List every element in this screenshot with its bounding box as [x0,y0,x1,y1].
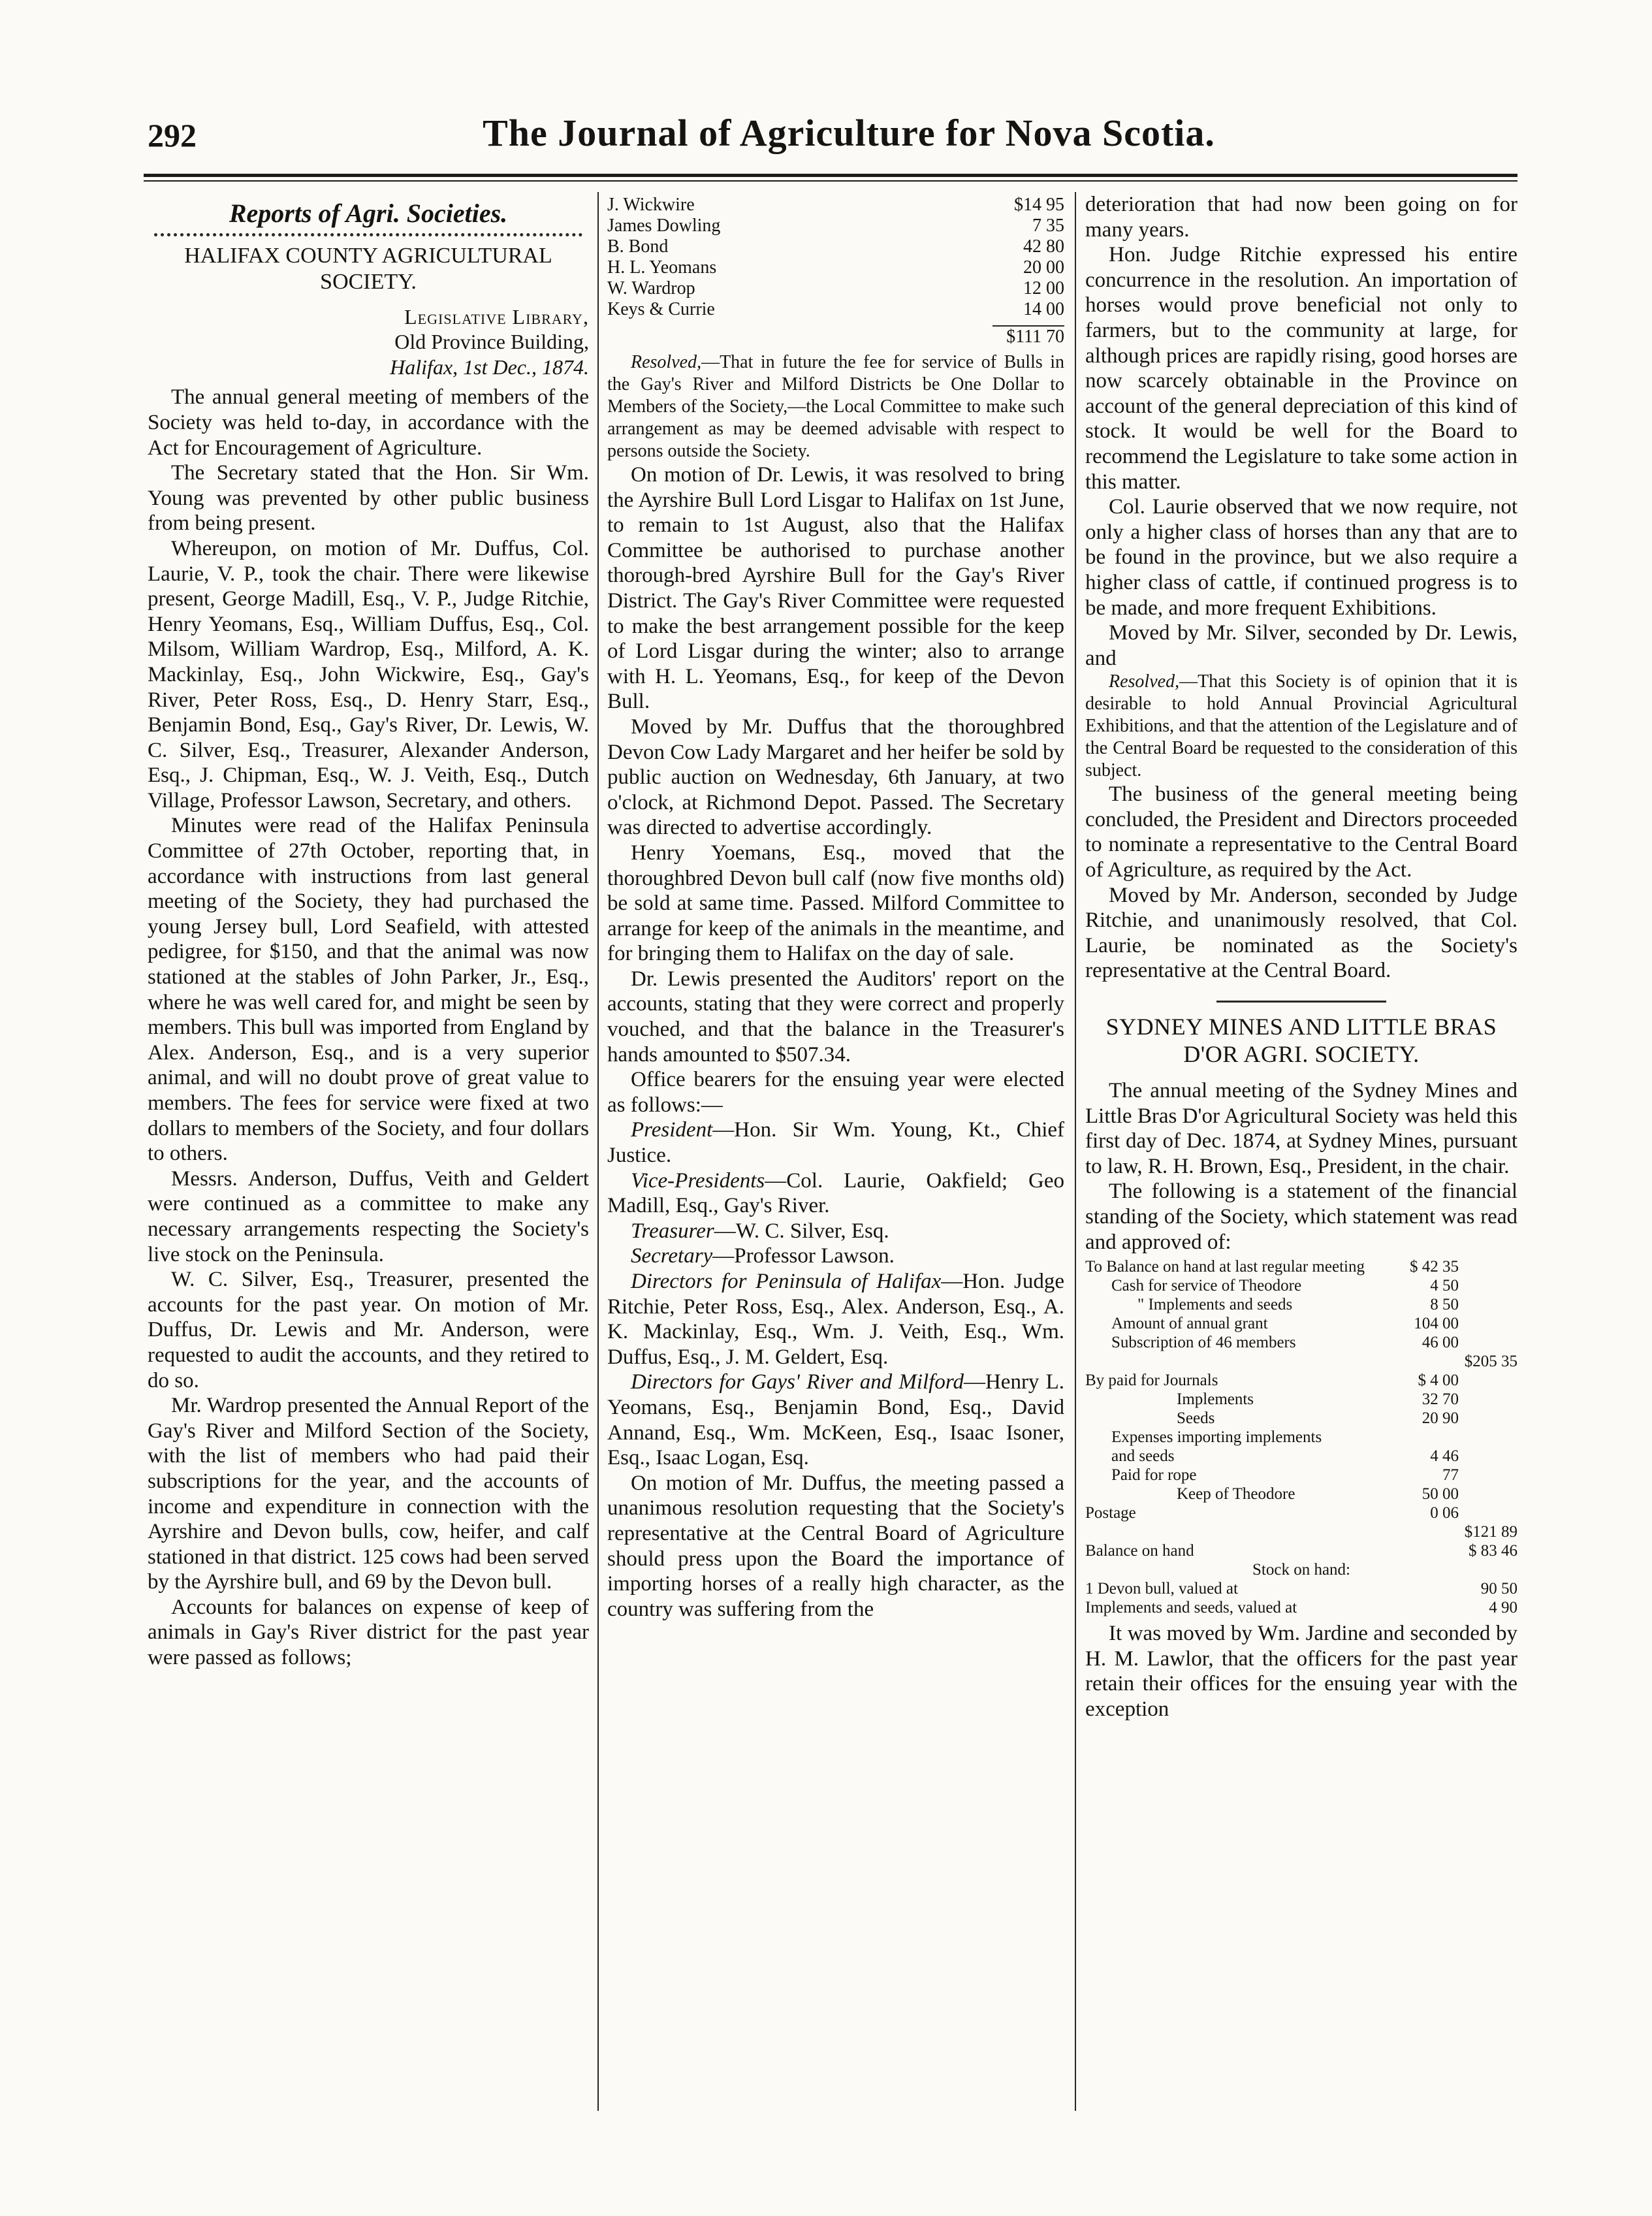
statement-label: Subscription of 46 members [1111,1334,1296,1352]
statement-label: Keep of Theodore [1177,1485,1295,1503]
officer-entry [607,1370,1064,1470]
statement-label: Cash for service of Theodore [1111,1277,1302,1295]
officer-label: Secretary [631,1244,713,1268]
officer-text: —Col. Laurie, Oakfield; Geo Madill, Esq., Gay's River. [607,1168,1064,1218]
resolved-label: Resolved, [1109,671,1180,692]
paragraph: deterioration that had now been going on for many years. [1085,193,1517,242]
receipts-total: $205 35 [1464,1353,1517,1371]
column-divider-right [1075,192,1076,2111]
table-row [607,278,1064,299]
table-row [607,257,1064,278]
statement-amount: 4 46 [1430,1447,1459,1466]
paragraph: On motion of Dr. Lewis, it was resolved to bring the Ayrshire Bull Lord Lisgar to Halifax on 1st June, to remain to 1st August, also that the Halifax Committee be authorised to purchase another thorough-bred Ayrshire Bull for the Gay's River District. The Gay's River Committee were requested to make the best arrangement possible for the keep of Lord Lisgar during the winter; also to arrange with H. L. Yeomans, Esq., for keep of the Devon Bull. [607,463,1064,714]
officer-entry [607,1168,1064,1219]
stock-amount: 4 90 [1489,1599,1517,1617]
account-name: H. L. Yeomans [607,257,717,278]
table-row [1085,1314,1517,1333]
account-name: W. Wardrop [607,278,695,298]
table-row [1085,1295,1517,1314]
statement-label: To Balance on hand at last regular meeting [1085,1258,1365,1276]
paragraph: Dr. Lewis presented the Auditors' report on the accounts, stating that they were correct and properly vouched, and that the balance in the Treasurer's hands amounted to $507.34. [607,967,1064,1067]
officer-entry [607,1117,1064,1168]
statement-amount [1406,1428,1459,1447]
paragraph: Minutes were read of the Halifax Peninsula Committee of 27th October, reporting that, in accordance with instructions from last general meeting of the Society, they had purchased the young Jersey bull, Lord Seafield, with attested pedigree, for $150, and that the animal was now stationed at the stables of John Parker, Jr., Esq., where he was well cared for, and might be seen by members. This bull was imported from England by Alex. Anderson, Esq., and is a very superior animal, and will no doubt prove of great value to members. The fees for service were fixed at two dollars to members of the Society, and four dollars to others. [148,814,589,1166]
account-amount: 14 00 [1023,299,1064,319]
accounts-total: $111 70 [1006,327,1064,347]
table-row [1085,1503,1517,1522]
resolved-text: —That in future the fee for service of Bulls in the Gay's River and Milford Districts be One Dollar to Members of the Society,—the Local Committee to make such arrangement as may be deemed advisable with respect to persons outside the Society. [607,352,1064,461]
officer-entry [607,1269,1064,1370]
dateline [148,304,589,380]
statement-label: Expenses importing implements [1111,1428,1322,1447]
statement-label: and seeds [1111,1447,1175,1466]
paragraph: It was moved by Wm. Jardine and seconded by H. M. Lawlor, that the officers for the past year retain their offices for the ensuing year with the exception [1085,1622,1517,1721]
table-row [607,299,1064,320]
statement-label: Paid for rope [1111,1466,1197,1485]
table-row [1085,1371,1517,1390]
statement-label: Postage [1085,1504,1136,1522]
table-row [1085,1560,1517,1579]
table-row [1085,1466,1517,1485]
account-amount: 7 35 [1032,216,1064,236]
table-row [1085,1409,1517,1428]
account-name: J. Wickwire [607,195,695,215]
payments-total: $121 89 [1464,1523,1517,1541]
resolution [607,351,1064,462]
statement-label: " Implements and seeds [1137,1296,1293,1314]
account-name: B. Bond [607,236,669,257]
paragraph: The Secretary stated that the Hon. Sir Wm. Young was prevented by other public business from being present. [148,461,589,536]
column-divider-left [597,192,599,2111]
dateline-line: Old Province Building, [394,330,589,354]
accounts-table [607,195,1064,347]
paragraph: Col. Laurie observed that we now require, not only a higher class of horses than any that are to be found in the province, but we also require a higher class of cattle, if continued progress is to be made, and more frequent Exhibitions. [1085,495,1517,620]
paragraph: W. C. Silver, Esq., Treasurer, presented the accounts for the past year. On motion of Mr. Duffus, Dr. Lewis and Mr. Anderson, were requested to audit the accounts, and they retired to do so. [148,1268,589,1392]
account-amount: 20 00 [1023,257,1064,278]
stock-heading: Stock on hand: [1252,1561,1350,1579]
statement-label: Seeds [1177,1409,1215,1428]
paragraph: The annual meeting of the Sydney Mines and Little Bras D'or Agricultural Society was held this first day of Dec. 1874, at Sydney Mines, pursuant to law, R. H. Brown, Esq., President, in the chair. [1085,1079,1517,1178]
table-row [607,236,1064,257]
paragraph: Henry Yoemans, Esq., moved that the thoroughbred Devon bull calf (now five months old) be sold at same time. Passed. Milford Committee to arrange for keep of the animals in the meantime, and for bringing them to Halifax on the day of sale. [607,841,1064,966]
paragraph: The business of the general meeting being concluded, the President and Directors proceeded to nominate a representative to the Central Board of Agriculture, as required by the Act. [1085,782,1517,882]
officer-label: Treasurer [631,1219,714,1243]
table-row [1085,1541,1517,1560]
table-row [1085,1276,1517,1295]
statement-amount: 50 00 [1422,1485,1459,1503]
table-row [607,195,1064,216]
table-row-total [607,320,1064,347]
stock-amount: 90 50 [1480,1580,1517,1598]
officer-text: —Henry L. Yeomans, Esq., Benjamin Bond, Esq., David Annand, Esq., Wm. McKeen, Esq., Isaac Isoner, Esq., Isaac Logan, Esq. [607,1370,1064,1470]
officer-label: Vice-Presidents [631,1168,765,1193]
paragraph: Hon. Judge Ritchie expressed his entire concurrence in the resolution. An importation of horses would prove beneficial not only to farmers, but to the community at large, for although prices are rapidly rising, good horses are now scarcely obtainable in the Province on account of the general depreciation of this kind of stock. It would be well for the Board to recommend the Legislature to take some action in this matter. [1085,243,1517,494]
statement-amount: 77 [1442,1466,1459,1485]
account-name: Keys & Currie [607,299,715,319]
statement-amount: 104 00 [1414,1315,1459,1333]
resolved-text: —That this Society is of opinion that it is desirable to hold Annual Provincial Agricultural Exhibitions, and that the attention of the Legislature and of the Central Board be requested to the consideration of this subject. [1085,671,1517,781]
officer-label: Directors for Peninsula of Halifax [631,1270,942,1293]
statement-label: Amount of annual grant [1111,1315,1268,1333]
officer-text: —W. C. Silver, Esq. [714,1219,889,1243]
statement-label: By paid for Journals [1085,1372,1218,1390]
paragraph: Moved by Mr. Duffus that the thoroughbred Devon Cow Lady Margaret and her heifer be sold by public auction on Wednesday, 6th January, at two o'clock, at Richmond Depot. Passed. The Secretary was directed to advertise accordingly. [607,715,1064,840]
running-title: The Journal of Agriculture for Nova Scotia. [483,112,1215,154]
section2-title: SYDNEY MINES AND LITTLE BRAS D'OR AGRI. SOCIETY. [1105,1014,1497,1068]
society-title: HALIFAX COUNTY AGRICULTURAL SOCIETY. [184,243,552,294]
balance-label: Balance on hand [1085,1542,1194,1560]
table-row [1085,1598,1517,1617]
officer-text: —Hon. Sir Wm. Young, Kt., Chief Justice. [607,1118,1064,1168]
statement-amount: 0 06 [1430,1504,1459,1522]
paragraph: Moved by Mr. Silver, seconded by Dr. Lewis, and [1085,621,1517,670]
paragraph: Accounts for balances on expense of keep of animals in Gay's River district for the past year were passed as follows; [148,1595,589,1670]
paragraph: The annual general meeting of members of the Society was held to-day, in accordance with the Act for Encouragement of Agriculture. [148,385,589,460]
stock-label: 1 Devon bull, valued at [1085,1580,1238,1598]
table-row-total [1085,1522,1517,1541]
table-row [1085,1257,1517,1276]
officer-label: President [631,1118,713,1142]
column-3 [1085,192,1517,2125]
statement-amount: 4 50 [1430,1277,1459,1295]
column-2 [607,192,1064,2125]
paragraph: Messrs. Anderson, Duffus, Veith and Geldert were continued as a committee to make any necessary arrangements respecting the Society's live stock on the Peninsula. [148,1166,589,1266]
account-name: James Dowling [607,216,721,236]
officer-entry [607,1244,1064,1269]
table-row [1085,1428,1517,1447]
paragraph: The following is a statement of the financial standing of the Society, which statement was read and approved of: [1085,1180,1517,1254]
paragraph: Whereupon, on motion of Mr. Duffus, Col. Laurie, V. P., took the chair. There were likewise present, George Madill, Esq., V. P., Judge Ritchie, Henry Yeomans, Esq., William Duffus, Esq., Col. Milsom, William Wardrop, Esq., Milford, A. K. Mackinlay, Esq., John Wickwire, Esq., Gay's River, Peter Ross, Esq., D. Henry Starr, Esq., Benjamin Bond, Esq., Gay's River, Dr. Lewis, W. C. Silver, Esq., Treasurer, Alexander Anderson, Esq., J. Chipman, Esq., W. J. Veith, Esq., Dutch Village, Professor Lawson, Secretary, and others. [148,536,589,812]
table-row [1085,1333,1517,1352]
paragraph: Office bearers for the ensuing year were elected as follows:— [607,1068,1064,1117]
dateline-line: Halifax, 1st Dec., 1874. [390,355,589,379]
resolved-label: Resolved, [631,352,702,372]
section-heading: Reports of Agri. Societies. [229,199,508,228]
balance-amount: $ 83 46 [1469,1542,1517,1560]
table-row [607,216,1064,236]
header-rule [144,174,1517,177]
officer-text: —Professor Lawson. [712,1244,895,1268]
section-divider [1216,1001,1386,1003]
account-amount: $14 95 [1014,195,1064,215]
resolution [1085,671,1517,782]
table-row [1085,1579,1517,1598]
account-amount: 12 00 [1023,278,1064,298]
paragraph: Mr. Wardrop presented the Annual Report of the Gay's River and Milford Section of the Society, with the list of members who had paid their subscriptions for the year, and the accounts of income and expenditure in connection with the Ayrshire and Devon bulls, cow, heifer, and calf stationed in that district. 125 cows had been served by the Ayrshire bull, and 69 by the Devon bull. [148,1394,589,1594]
officer-entry [607,1219,1064,1244]
table-row [1085,1447,1517,1466]
officer-text: —Hon. Judge Ritchie, Peter Ross, Esq., Alex. Anderson, Esq., A. K. Mackinlay, Esq., Wm. J. Veith, Esq., Wm. Duffus, Esq., J. M. Geldert, Esq. [607,1270,1064,1369]
statement-amount: $ 42 35 [1410,1258,1459,1276]
financial-statement [1085,1257,1517,1617]
paragraph: Moved by Mr. Anderson, seconded by Judge Ritchie, and unanimously resolved, that Col. Laurie, be nominated as the Society's representative at the Central Board. [1085,883,1517,983]
statement-amount: 20 90 [1422,1409,1459,1428]
table-row [1085,1485,1517,1503]
table-row [1085,1390,1517,1409]
officer-label: Directors for Gays' River and Milford [631,1370,964,1394]
column-1 [148,192,589,2125]
dateline-line: Legislative Library, [404,304,589,329]
statement-amount: 32 70 [1422,1390,1459,1409]
statement-label: Implements [1177,1390,1254,1409]
statement-amount: 46 00 [1422,1334,1459,1352]
account-amount: 42 80 [1023,236,1064,257]
header-rule-thin [144,180,1517,182]
statement-amount: 8 50 [1430,1296,1459,1314]
stock-label: Implements and seeds, valued at [1085,1599,1297,1617]
statement-amount: $ 4 00 [1418,1372,1459,1390]
table-row-total [1085,1352,1517,1371]
dotted-rule [154,233,582,236]
paragraph: On motion of Mr. Duffus, the meeting passed a unanimous resolution requesting that the Society's representative at the Central Board of Agriculture should press upon the Board the importance of importing horses of a really high character, as the country was suffering from the [607,1471,1064,1621]
page-number: 292 [148,117,197,153]
